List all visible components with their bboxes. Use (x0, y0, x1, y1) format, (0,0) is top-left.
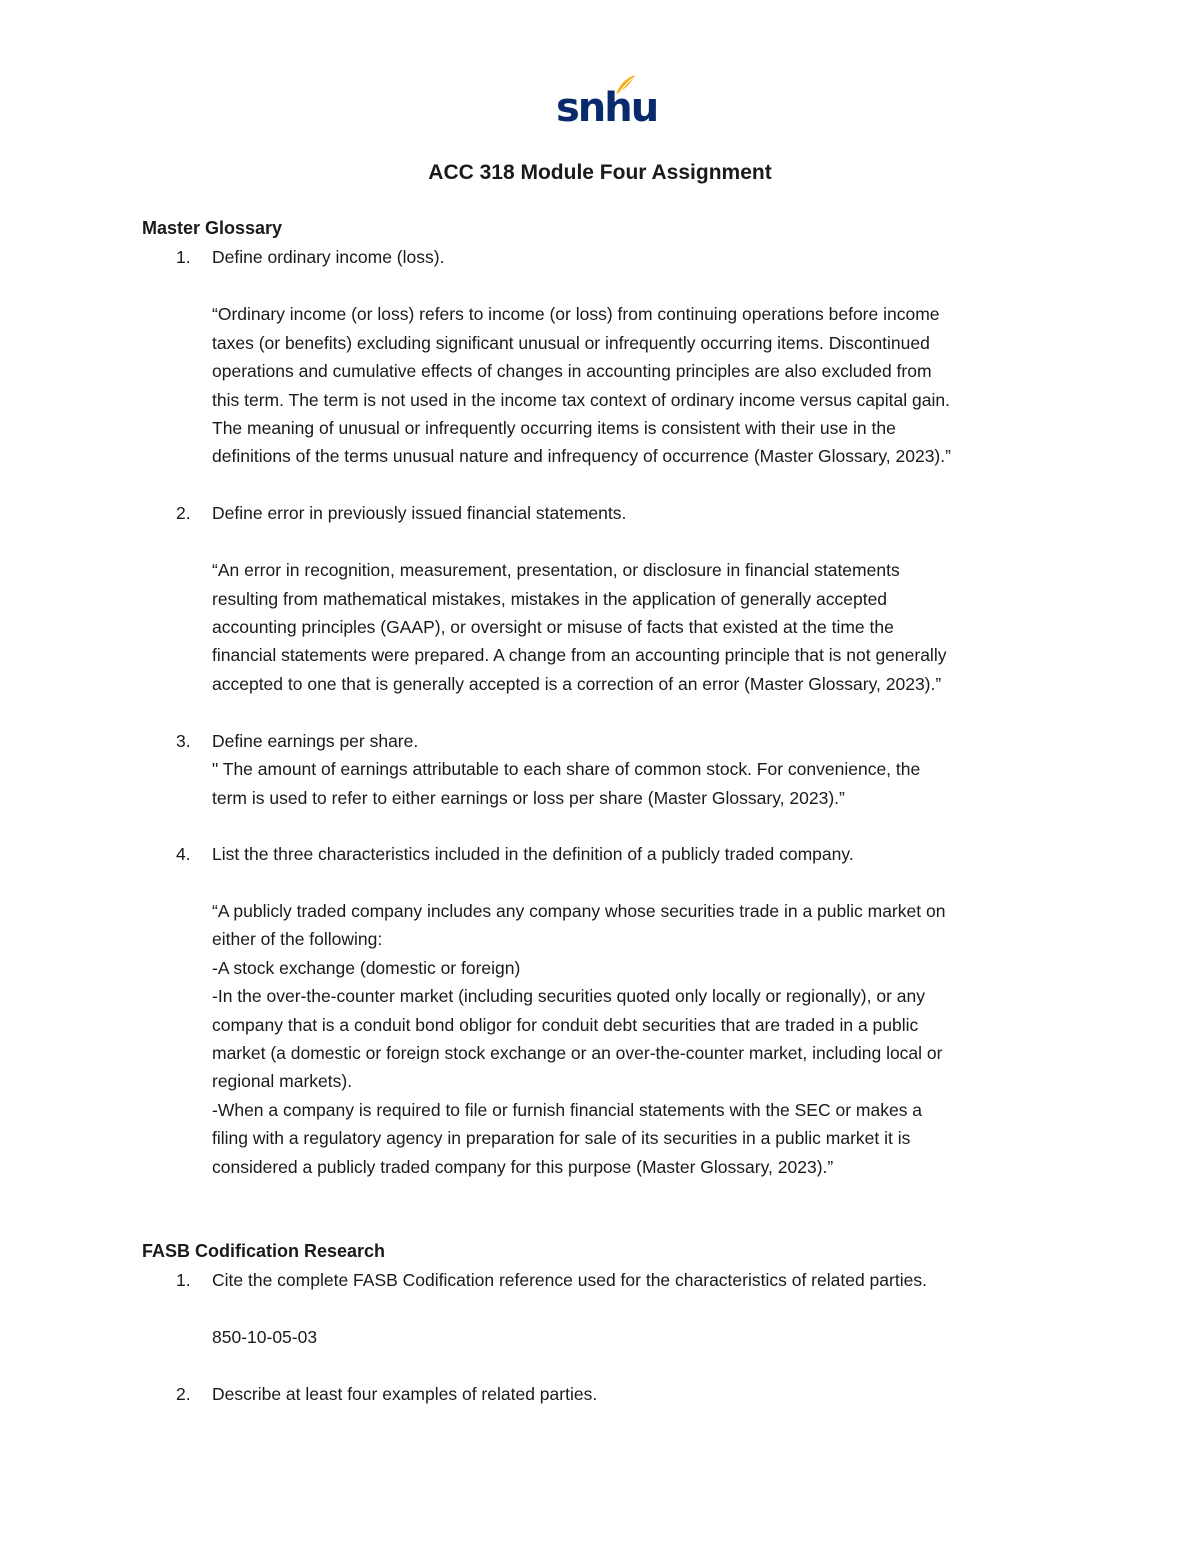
answer-line: “A publicly traded company includes any company whose securities trade in a public market on (212, 901, 946, 921)
answer-line: regional markets). (212, 1071, 353, 1091)
item-number: 1. (176, 1270, 191, 1290)
answer-line: company that is a conduit bond obligor for conduit debt securities that are traded in a public (212, 1015, 919, 1035)
question-text: List the three characteristics included in the definition of a publicly traded company. (212, 844, 854, 864)
answer-line: filing with a regulatory agency in preparation for sale of its securities in a public market it is (212, 1128, 911, 1148)
answer-line: term is used to refer to either earnings or loss per share (Master Glossary, 2023).” (212, 788, 845, 808)
item-number: 2. (176, 1384, 191, 1404)
answer-line: taxes (or benefits) excluding significant unusual or infrequently occurring items. Discontinued (212, 333, 930, 353)
snhu-logo (556, 74, 658, 134)
answer-line: accepted to one that is generally accepted is a correction of an error (Master Glossary, 2023).” (212, 674, 942, 694)
question-text: Cite the complete FASB Codification reference used for the characteristics of related parties. (212, 1270, 927, 1290)
answer-line: -When a company is required to file or furnish financial statements with the SEC or makes a (212, 1100, 923, 1120)
question-text: Define error in previously issued financial statements. (212, 503, 627, 523)
answer-line: 850-10-05-03 (212, 1327, 318, 1347)
answer-line: The meaning of unusual or infrequently occurring items is consistent with their use in the (212, 418, 896, 438)
item-number: 4. (176, 844, 191, 864)
logo-wordmark: snhu (556, 85, 658, 131)
answer-line: financial statements were prepared. A change from an accounting principle that is not generally (212, 645, 947, 665)
answer-line: “Ordinary income (or loss) refers to income (or loss) from continuing operations before income (212, 304, 940, 324)
answer-line: definitions of the terms unusual nature and infrequency of occurrence (Master Glossary, 2023).” (212, 446, 951, 466)
item-number: 3. (176, 731, 191, 751)
item-number: 1. (176, 247, 191, 267)
leaf-icon (614, 74, 636, 96)
answer-line: " The amount of earnings attributable to each share of common stock. For convenience, the (212, 759, 921, 779)
answer-line: this term. The term is not used in the income tax context of ordinary income versus capital gain. (212, 390, 950, 410)
question-text: Define earnings per share. (212, 731, 419, 751)
answer-line: accounting principles (GAAP), or oversight or misuse of facts that existed at the time the (212, 617, 894, 637)
section-heading-master-glossary: Master Glossary (142, 218, 283, 238)
answer-line: either of the following: (212, 929, 383, 949)
item-number: 2. (176, 503, 191, 523)
answer-line: market (a domestic or foreign stock exchange or an over-the-counter market, including local or (212, 1043, 943, 1063)
answer-line: considered a publicly traded company for this purpose (Master Glossary, 2023).” (212, 1157, 834, 1177)
question-text: Define ordinary income (loss). (212, 247, 445, 267)
answer-line: operations and cumulative effects of changes in accounting principles are also excluded from (212, 361, 932, 381)
question-text: Describe at least four examples of related parties. (212, 1384, 598, 1404)
document-title: ACC 318 Module Four Assignment (428, 161, 772, 184)
answer-line: “An error in recognition, measurement, presentation, or disclosure in financial statements (212, 560, 900, 580)
answer-line: resulting from mathematical mistakes, mistakes in the application of generally accepted (212, 589, 888, 609)
answer-line: -A stock exchange (domestic or foreign) (212, 958, 521, 978)
section-heading-fasb-research: FASB Codification Research (142, 1241, 386, 1261)
answer-line: -In the over-the-counter market (including securities quoted only locally or regionally), or any (212, 986, 925, 1006)
